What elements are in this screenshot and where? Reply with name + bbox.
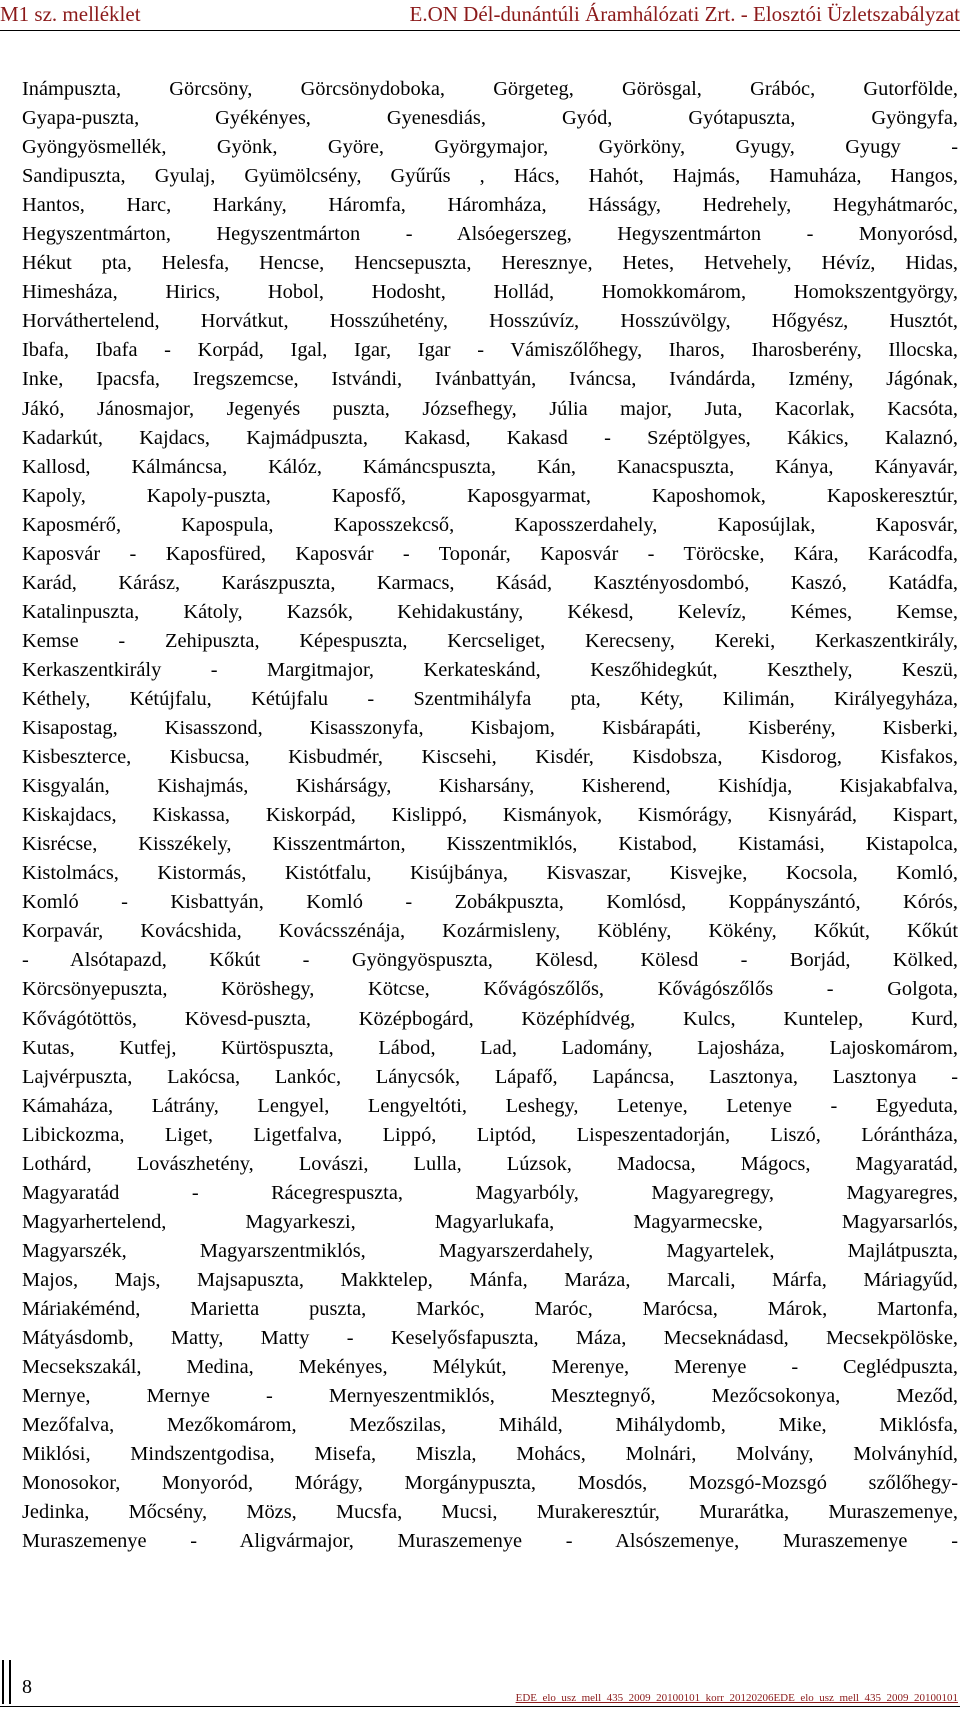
body-line: Jedinka, Mőcsény, Mözs, Mucsfa, Mucsi, Murakeresztúr, Murarátka, Muraszemenye, [22,1501,958,1524]
body-line: Kővágótöttös, Kövesd-puszta, Középbogárd, Középhídvég, Kulcs, Kuntelep, Kurd, [22,1007,958,1030]
body-line: Libickozma, Liget, Ligetfalva, Lippó, Liptód, Lispeszentadorján, Liszó, Lórántháza, [22,1123,958,1146]
body-line: Muraszemenye - Aligvármajor, Muraszemenye - Alsószemenye, Muraszemenye - [22,1530,958,1553]
body-line: Kallosd, Kálmáncsa, Kálóz, Kámáncspuszta, Kán, Kanacspuszta, Kánya, Kányavár, [22,455,958,478]
body-line: Magyarhertelend, Magyarkeszi, Magyarlukafa, Magyarmecske, Magyarsarlós, [22,1210,958,1233]
body-line: Komló - Kisbattyán, Komló - Zobákpuszta, Komlósd, Koppányszántó, Kórós, [22,891,958,914]
header-document-title: E.ON Dél-dunántúli Áramhálózati Zrt. - Elosztói Üzletszabályzat [409,2,960,26]
body-line: Kistolmács, Kistormás, Kistótfalu, Kisújbánya, Kisvaszar, Kisvejke, Kocsola, Komló, [22,862,958,885]
body-line: Inke, Ipacsfa, Iregszemcse, Istvándi, Ivánbattyán, Iváncsa, Ivándárda, Izmény, Jágónak, [22,368,958,391]
body-line: - Alsótapazd, Kőkút - Gyöngyöspuszta, Kölesd, Kölesd - Borjád, Kölked, [22,949,958,972]
footer-file-name: EDE_elo_usz_mell_435_2009_20100101_korr_20120206EDE_elo_usz_mell_435_2009_20100101 [515,1692,958,1704]
body-line: Gyapa-puszta, Gyékényes, Gyenesdiás, Gyód, Gyótapuszta, Gyöngyfa, [22,107,958,130]
body-line: Lajvérpuszta, Lakócsa, Lankóc, Lánycsók, Lápafő, Lapáncsa, Lasztonya, Lasztonya - [22,1065,958,1088]
body-line: Kámaháza, Látrány, Lengyel, Lengyeltóti, Leshegy, Letenye, Letenye - Egyeduta, [22,1094,958,1117]
body-line: Sandipuszta, Gyulaj, Gyümölcsény, Gyűrűs , Hács, Hahót, Hajmás, Hamuháza, Hangos, [22,165,958,188]
header-annex-label: M1 sz. melléklet [0,2,141,26]
footer-margin-bar [2,1660,4,1704]
body-line: Kisbeszterce, Kisbucsa, Kisbudmér, Kiscsehi, Kisdér, Kisdobsza, Kisdorog, Kisfakos, [22,746,958,769]
body-line: Hékut pta, Helesfa, Hencse, Hencsepuszta, Heresznye, Hetes, Hetvehely, Hévíz, Hidas, [22,252,958,275]
body-line: Körcsönyepuszta, Köröshegy, Kötcse, Kővágószőlős, Kővágószőlős - Golgota, [22,978,958,1001]
body-line: Kisgyalán, Kishajmás, Kishárságy, Kisharsány, Kisherend, Kishídja, Kisjakabfalva, [22,775,958,798]
body-line: Kadarkút, Kajdacs, Kajmádpuszta, Kakasd, Kakasd - Széptölgyes, Kákics, Kalaznó, [22,426,958,449]
body-line: Karád, Kárász, Karászpuszta, Karmacs, Kásád, Kasztényosdombó, Kaszó, Katádfa, [22,571,958,594]
body-line: Jákó, Jánosmajor, Jegenyés puszta, Józsefhegy, Júlia major, Juta, Kacorlak, Kacsóta, [22,397,958,420]
footer-divider [0,1706,960,1707]
body-line: Kiskajdacs, Kiskassa, Kiskorpád, Kislippó, Kismányok, Kismórágy, Kisnyárád, Kispart, [22,804,958,827]
body-line: Hantos, Harc, Harkány, Háromfa, Háromháza, Hásságy, Hedrehely, Hegyhátmaróc, [22,194,958,217]
body-line: Mátyásdomb, Matty, Matty - Keselyősfapuszta, Máza, Mecseknádasd, Mecsekpölöske, [22,1327,958,1350]
body-line: Himesháza, Hirics, Hobol, Hodosht, Hollád, Homokkomárom, Homokszentgyörgy, [22,281,958,304]
body-line: Kisapostag, Kisasszond, Kisasszonyfa, Kisbajom, Kisbárapáti, Kisberény, Kisberki, [22,717,958,740]
page-header [0,0,960,33]
body-line: Kisrécse, Kisszékely, Kisszentmárton, Kisszentmiklós, Kistabod, Kistamási, Kistapolca, [22,833,958,856]
body-line: Mernye, Mernye - Mernyeszentmiklós, Mesztegnyő, Mezőcsokonya, Meződ, [22,1385,958,1408]
body-line: Ibafa, Ibafa - Korpád, Igal, Igar, Igar - Vámiszőlőhegy, Iharos, Iharosberény, Illocska, [22,339,958,362]
body-line: Korpavár, Kovácshida, Kovácsszénája, Kozármisleny, Köblény, Kökény, Kőkút, Kőkút [22,920,958,943]
body-line: Kaposmérő, Kapospula, Kaposszekcső, Kaposszerdahely, Kaposújlak, Kaposvár, [22,513,958,536]
body-line: Miklósi, Mindszentgodisa, Misefa, Miszla, Mohács, Molnári, Molvány, Molványhíd, [22,1443,958,1466]
body-line: Mezőfalva, Mezőkomárom, Mezőszilas, Miháld, Mihálydomb, Mike, Miklósfa, [22,1414,958,1437]
body-line: Kutas, Kutfej, Kürtöspuszta, Lábod, Lad, Ladomány, Lajosháza, Lajoskomárom, [22,1036,958,1059]
body-line: Katalinpuszta, Kátoly, Kazsók, Kehidakustány, Kékesd, Kelevíz, Kémes, Kemse, [22,600,958,623]
body-line: Kapoly, Kapoly-puszta, Kaposfő, Kaposgyarmat, Kaposhomok, Kaposkeresztúr, [22,484,958,507]
body-line: Kéthely, Kétújfalu, Kétújfalu - Szentmihályfa pta, Kéty, Kilimán, Királyegyháza, [22,687,958,710]
body-line: Horváthertelend, Horvátkut, Hosszúhetény, Hosszúvíz, Hosszúvölgy, Hőgyész, Husztót, [22,310,958,333]
page-number: 8 [22,1676,32,1698]
body-paragraph [22,75,958,1556]
body-line: Lothárd, Lovászhetény, Lovászi, Lulla, Lúzsok, Madocsa, Mágocs, Magyaratád, [22,1152,958,1175]
header-divider [0,30,960,31]
body-line: Kerkaszentkirály - Margitmajor, Kerkateskánd, Keszőhidegkút, Keszthely, Keszü, [22,658,958,681]
body-line: Majos, Majs, Majsapuszta, Makktelep, Mánfa, Maráza, Marcali, Márfa, Máriagyűd, [22,1268,958,1291]
body-line: Máriakéménd, Marietta puszta, Markóc, Maróc, Marócsa, Márok, Martonfa, [22,1297,958,1320]
body-line: Monosokor, Monyoród, Mórágy, Morgánypuszta, Mosdós, Mozsgó-Mozsgó szőlőhegy- [22,1472,958,1495]
body-line: Gyöngyösmellék, Gyönk, Györe, Györgymajor, Györköny, Gyugy, Gyugy - [22,136,958,159]
body-line: Magyarszék, Magyarszentmiklós, Magyarszerdahely, Magyartelek, Majlátpuszta, [22,1239,958,1262]
body-line: Kaposvár - Kaposfüred, Kaposvár - Toponár, Kaposvár - Töröcske, Kára, Karácodfa, [22,542,958,565]
body-line: Mecsekszakál, Medina, Mekényes, Mélykút, Merenye, Merenye - Ceglédpuszta, [22,1356,958,1379]
footer-margin-bar-inner [9,1660,11,1704]
body-line: Inámpuszta, Görcsöny, Görcsönydoboka, Görgeteg, Görösgal, Grábóc, Gutorfölde, [22,78,958,100]
body-line: Kemse - Zehipuszta, Képespuszta, Kercseliget, Kerecseny, Kereki, Kerkaszentkirály, [22,629,958,652]
body-line: Hegyszentmárton, Hegyszentmárton - Alsóegerszeg, Hegyszentmárton - Monyorósd, [22,223,958,246]
body-line: Magyaratád - Rácegrespuszta, Magyarbóly, Magyaregregy, Magyaregres, [22,1181,958,1204]
